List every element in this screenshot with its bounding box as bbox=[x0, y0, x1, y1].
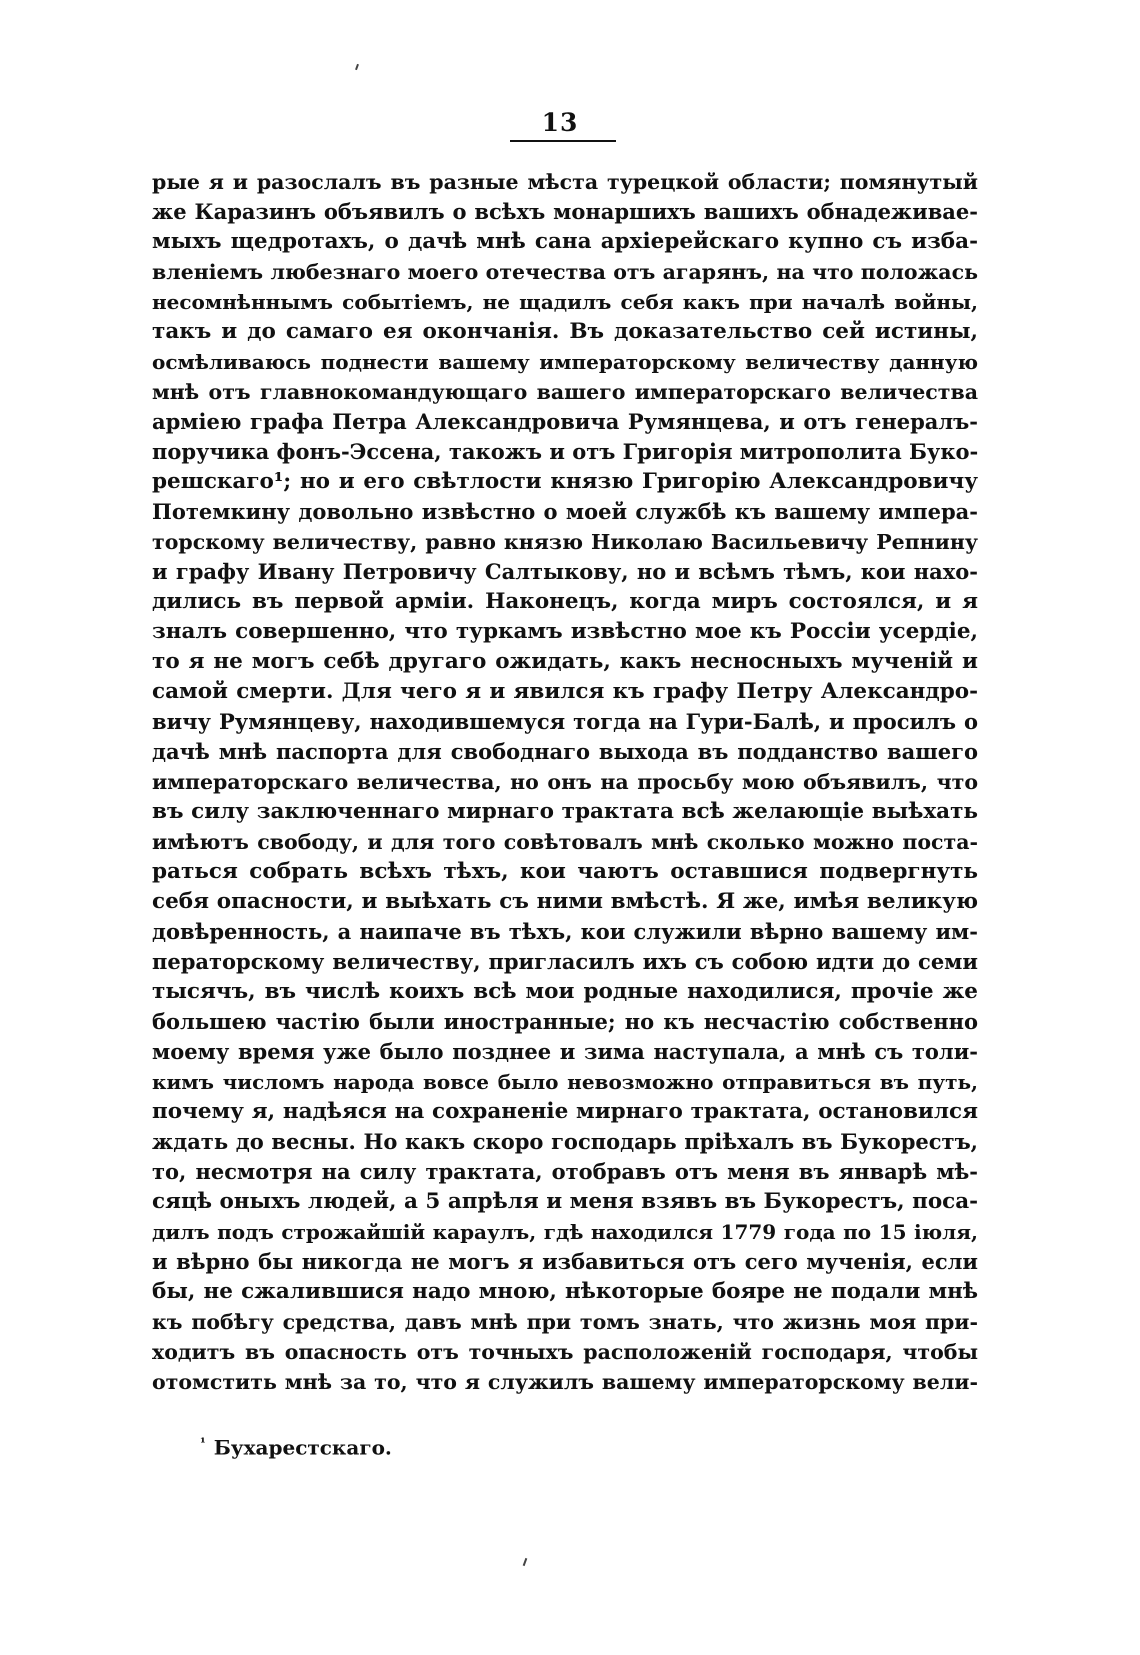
text-line: несомнѣннымъ событіемъ, не щадилъ себя какъ при началѣ войны, bbox=[152, 290, 978, 314]
print-speck bbox=[523, 1558, 528, 1566]
text-line: рые я и разослалъ въ разные мѣста турецкой области; помянутый bbox=[152, 170, 978, 194]
text-line: довѣренность, а наипаче въ тѣхъ, кои служили вѣрно вашему им- bbox=[152, 919, 978, 944]
page-number: 13 bbox=[541, 108, 579, 137]
text-line: ходитъ въ опасность отъ точныхъ расположеній господаря, чтобы bbox=[152, 1340, 978, 1364]
text-line: большею частію были иностранные; но къ несчастію собственно bbox=[152, 1009, 978, 1034]
text-line: себя опасности, и выѣхать съ ними вмѣстѣ. Я же, имѣя великую bbox=[152, 889, 978, 914]
footnote bbox=[200, 1430, 392, 1462]
text-line: дились въ первой арміи. Наконецъ, когда миръ состоялся, и я bbox=[152, 589, 978, 614]
text-line: мыхъ щедротахъ, о дачѣ мнѣ сана архіерейскаго купно съ изба- bbox=[152, 229, 978, 254]
text-line: бы, не сжалившися надо мною, нѣкоторые бояре не подали мнѣ bbox=[152, 1279, 978, 1304]
text-line: осмѣливаюсь поднести вашему императорскому величеству данную bbox=[152, 350, 978, 374]
text-line: дилъ подъ строжайшій караулъ, гдѣ находился 1779 года по 15 іюля, bbox=[152, 1220, 978, 1244]
text-line: и вѣрно бы никогда не могъ я избавиться отъ сего мученія, если bbox=[152, 1249, 978, 1274]
text-line: къ побѣгу средства, давъ мнѣ при томъ знать, что жизнь моя при- bbox=[152, 1310, 978, 1334]
text-line: императорскаго величества, но онъ на просьбу мою объявилъ, что bbox=[152, 770, 978, 794]
text-line: дачѣ мнѣ паспорта для свободнаго выхода въ подданство вашего bbox=[152, 739, 978, 764]
text-line: то я не могъ себѣ другаго ожидать, какъ несносныхъ мученій и bbox=[152, 649, 978, 674]
text-line: сяцѣ оныхъ людей, а 5 апрѣля и меня взявъ въ Букорестъ, поса- bbox=[152, 1189, 978, 1214]
text-line: ждать до весны. Но какъ скоро господарь пріѣхалъ въ Букорестъ, bbox=[152, 1129, 978, 1154]
page-number-rule bbox=[510, 140, 616, 142]
text-line: отомстить мнѣ за то, что я служилъ вашему императорскому вели- bbox=[152, 1370, 978, 1394]
footnote-text: Бухарестскаго. bbox=[213, 1435, 392, 1460]
footnote-mark: ¹ bbox=[200, 1436, 206, 1451]
text-line: решскаго¹; но и его свѣтлости князю Григорію Александровичу bbox=[152, 469, 978, 494]
text-line: кимъ числомъ народа вовсе было невозможно отправиться въ путь, bbox=[152, 1070, 978, 1094]
text-line: самой смерти. Для чего я и явился къ графу Петру Александро- bbox=[152, 679, 978, 704]
text-line: въ силу заключеннаго мирнаго трактата всѣ желающіе выѣхать bbox=[152, 799, 978, 824]
text-line: ператорскому величеству, пригласилъ ихъ съ собою идти до семи bbox=[152, 949, 978, 974]
text-line: имѣютъ свободу, и для того совѣтовалъ мнѣ сколько можно поста- bbox=[152, 830, 978, 854]
text-line: вичу Румянцеву, находившемуся тогда на Гури-Балѣ, и просилъ о bbox=[152, 709, 978, 734]
text-line: вленіемъ любезнаго моего отечества отъ агарянъ, на что положась bbox=[152, 260, 978, 284]
text-line: Потемкину довольно извѣстно о моей службѣ къ вашему импера- bbox=[152, 499, 978, 524]
text-line: и графу Ивану Петровичу Салтыкову, но и всѣмъ тѣмъ, кои нахо- bbox=[152, 559, 978, 584]
text-line: мнѣ отъ главнокомандующаго вашего императорскаго величества bbox=[152, 380, 978, 404]
text-line: такъ и до самаго ея окончанія. Въ доказательство сей истины, bbox=[152, 319, 978, 344]
text-line: раться собрать всѣхъ тѣхъ, кои чаютъ оставшися подвергнуть bbox=[152, 859, 978, 884]
text-line: почему я, надѣяся на сохраненіе мирнаго трактата, остановился bbox=[152, 1099, 978, 1124]
text-line: поручика фонъ-Эссена, такожъ и отъ Григорія митрополита Буко- bbox=[152, 439, 978, 464]
text-line: то, несмотря на силу трактата, отобравъ отъ меня въ январѣ мѣ- bbox=[152, 1159, 978, 1184]
body-text bbox=[152, 167, 978, 1397]
text-line: моему время уже было позднее и зима наступала, а мнѣ съ толи- bbox=[152, 1039, 978, 1064]
text-line: зналъ совершенно, что туркамъ извѣстно мое къ Россіи усердіе, bbox=[152, 619, 978, 644]
text-line: тысячъ, въ числѣ коихъ всѣ мои родные находилися, прочіе же bbox=[152, 979, 978, 1004]
text-line: торскому величеству, равно князю Николаю Васильевичу Репнину bbox=[152, 530, 978, 554]
text-line: арміею графа Петра Александровича Румянцева, и отъ генералъ- bbox=[152, 409, 978, 434]
text-line: же Каразинъ объявилъ о всѣхъ монаршихъ вашихъ обнадеживае- bbox=[152, 199, 978, 224]
print-speck bbox=[355, 64, 359, 70]
